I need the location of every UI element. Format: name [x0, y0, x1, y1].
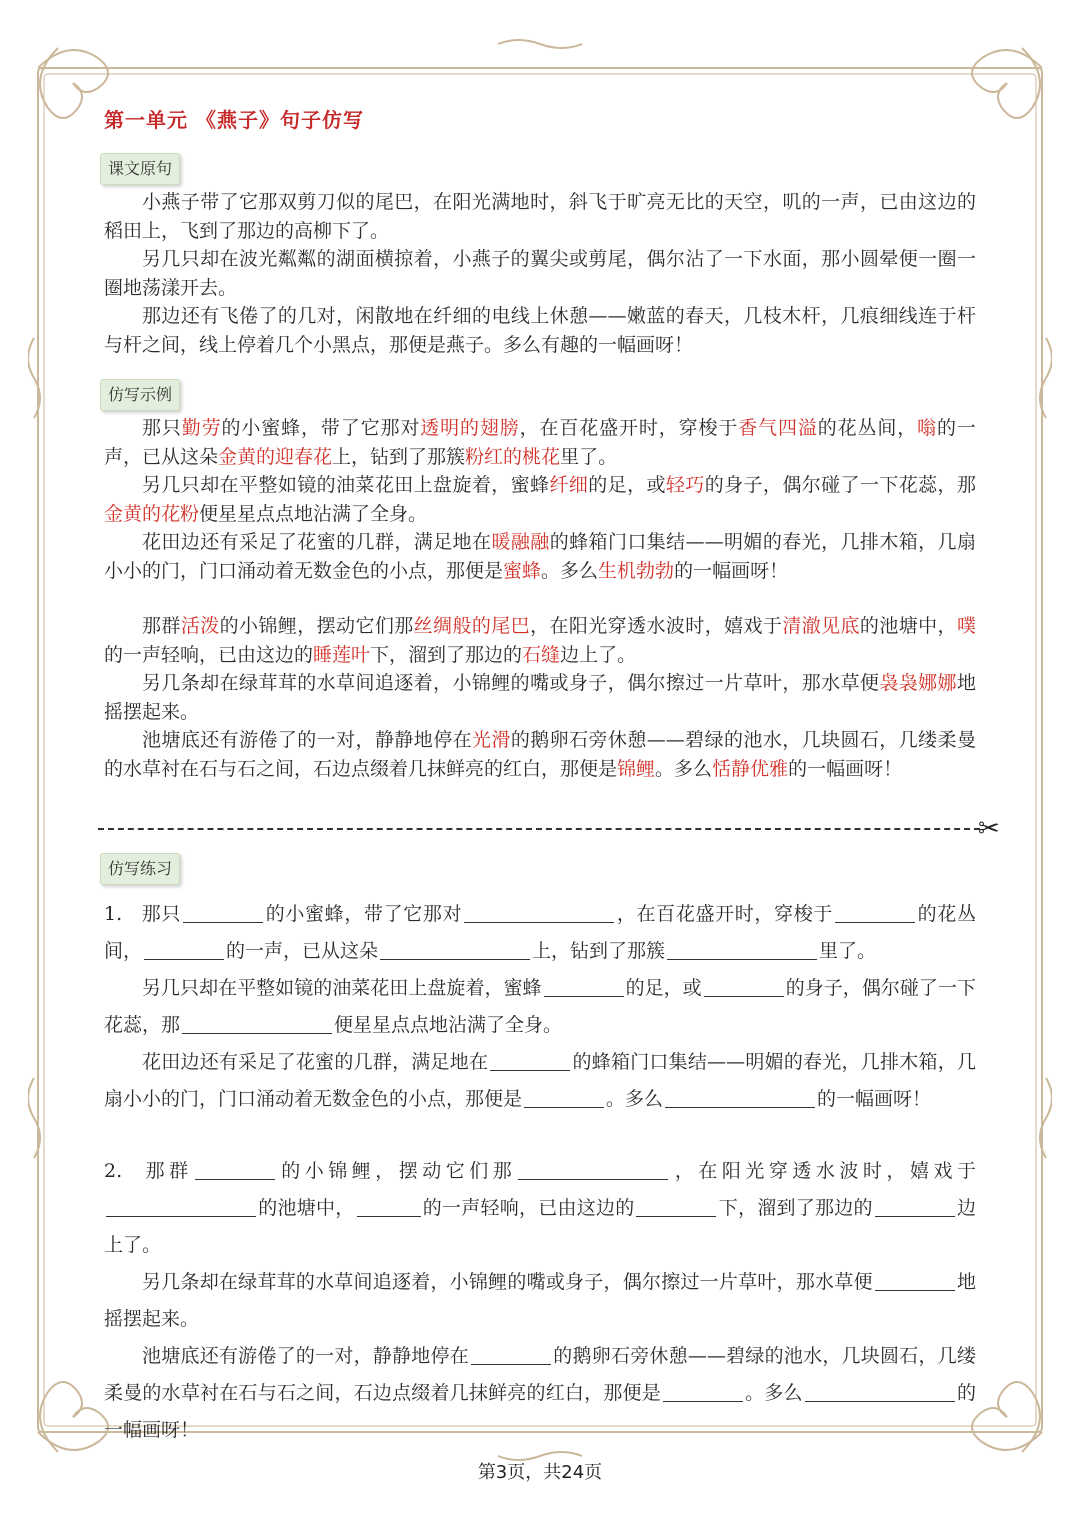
- text-segment: 的小蜜蜂，带了它那对: [221, 417, 421, 439]
- fill-blank[interactable]: [875, 1196, 955, 1217]
- highlight-phrase: 粉红的桃花: [465, 445, 561, 468]
- text-segment: 的一声轻响，已由这边的: [422, 1197, 635, 1219]
- highlight-phrase: 透明的翅膀: [420, 417, 520, 439]
- practice-1: [104, 896, 976, 1118]
- text-segment: 的身子，偶尔碰了一下花蕊，那: [104, 977, 976, 1036]
- text-segment: 下，溜到了那边的: [370, 643, 523, 666]
- practice-paragraph: [104, 1338, 976, 1449]
- highlight-phrase: 蜜蜂: [503, 559, 542, 582]
- text-segment: 池塘底还有游倦了的一对，静静地停在: [142, 1345, 470, 1367]
- text-segment: 的一幅画呀！: [788, 757, 903, 780]
- text-segment: 的身子，偶尔碰了一下花蕊，那: [704, 474, 976, 497]
- text-segment: 的小蜜蜂，带了它那对: [265, 903, 463, 925]
- text-segment: 地摇摆起来。: [104, 1271, 976, 1330]
- original-paragraph: 另几只却在波光粼粼的湖面横掠着，小燕子的翼尖或剪尾，偶尔沾了一下水面，那小圆晕便一圈一圈地荡漾开去。: [104, 248, 976, 299]
- highlight-phrase: 暖融融: [491, 531, 550, 554]
- highlight-phrase: 石缝: [522, 643, 561, 666]
- text-segment: 边上了。: [560, 643, 637, 666]
- text-segment: 。多么: [541, 559, 599, 582]
- section-tag-example: 仿写示例: [100, 379, 180, 411]
- example-text-koi: [104, 612, 976, 784]
- fill-blank[interactable]: [144, 939, 224, 960]
- example-paragraph: [104, 471, 976, 528]
- text-segment: ，在百花盛开时，穿梭于: [616, 903, 834, 925]
- page-title: 第一单元 《燕子》句子仿写: [104, 108, 364, 132]
- text-segment: ，在百花盛开时，穿梭于: [519, 417, 739, 439]
- fill-blank[interactable]: [195, 1159, 275, 1180]
- text-segment: 的小锦鲤，摆动它们那: [219, 615, 414, 637]
- highlight-phrase: 纤细: [549, 474, 589, 497]
- highlight-phrase: 香气四溢: [738, 417, 818, 439]
- fill-blank[interactable]: [183, 902, 263, 923]
- text-segment: 。多么: [744, 1382, 803, 1404]
- text-segment: 的一声，已从这朵: [226, 940, 379, 962]
- highlight-phrase: 锦鲤: [617, 757, 656, 780]
- fill-blank[interactable]: [524, 1087, 604, 1108]
- text-segment: 花田边还有采足了花蜜的几群，满足地在: [142, 531, 492, 554]
- highlight-phrase: 清澈见底: [782, 615, 860, 637]
- item-number: 2.: [104, 1160, 142, 1182]
- text-segment: 那群: [141, 1160, 193, 1182]
- highlight-phrase: 金黄的迎春花: [218, 445, 333, 468]
- text-segment: 上，钻到了那簇: [332, 445, 466, 468]
- text-segment: 的蜂箱门口集结——明媚的春光，几排木箱，几扇小小的门，门口涌动着无数金色的小点，那便是: [104, 1051, 976, 1110]
- text-segment: 那只: [141, 903, 182, 925]
- fill-blank[interactable]: [464, 902, 614, 923]
- text-segment: 的一声，已从这朵: [104, 417, 976, 468]
- fill-blank[interactable]: [182, 1013, 332, 1034]
- fill-blank[interactable]: [490, 1050, 570, 1071]
- text-segment: 的池塘中，: [258, 1197, 355, 1219]
- text-segment: 的一声轻响，已由这边的: [104, 643, 314, 666]
- text-segment: 里了。: [819, 940, 877, 962]
- fill-blank[interactable]: [380, 939, 530, 960]
- text-segment: 的小锦鲤，摆动它们那: [276, 1160, 517, 1182]
- text-segment: 另几条却在绿茸茸的水草间追逐着，小锦鲤的嘴或身子，偶尔擦过一片草叶，那水草便: [142, 1271, 873, 1293]
- cut-line: [98, 828, 980, 830]
- section-tag-original: 课文原句: [100, 153, 180, 185]
- highlight-phrase: 袅袅娜娜: [879, 672, 957, 695]
- text-segment: 的足，或: [625, 977, 702, 999]
- original-paragraph: 小燕子带了它那双剪刀似的尾巴，在阳光满地时，斜飞于旷亮无比的天空，叽的一声，已由这边的稻田上，飞到了那边的高柳下了。: [104, 191, 976, 242]
- fill-blank[interactable]: [663, 1381, 743, 1402]
- practice-paragraph: [104, 896, 976, 970]
- text-segment: 那只: [142, 417, 182, 439]
- text-segment: 的一幅画呀！: [817, 1088, 932, 1110]
- original-paragraph: 那边还有飞倦了的几对，闲散地在纤细的电线上休憩——嫩蓝的春天，几枝木杆，几痕细线连于杆与杆之间，线上停着几个小黑点，那便是燕子。多么有趣的一幅画呀！: [104, 305, 976, 356]
- text-segment: 花田边还有采足了花蜜的几群，满足地在: [142, 1051, 489, 1073]
- scissors-icon: ✂: [978, 814, 1000, 844]
- practice-paragraph: [104, 1044, 976, 1118]
- item-number: 1.: [104, 903, 142, 925]
- highlight-phrase: 嗡: [917, 417, 937, 439]
- practice-2: [104, 1153, 976, 1449]
- fill-blank[interactable]: [544, 976, 624, 997]
- example-paragraph: [104, 612, 976, 669]
- text-segment: 边上了。: [104, 1197, 976, 1256]
- highlight-phrase: 丝绸般的尾巴: [413, 615, 531, 637]
- highlight-phrase: 活泼: [180, 615, 220, 637]
- fill-blank[interactable]: [704, 976, 784, 997]
- fill-blank[interactable]: [667, 939, 817, 960]
- example-paragraph: [104, 528, 976, 585]
- practice-paragraph: [104, 1264, 976, 1338]
- text-segment: 的鹅卵石旁休憩——碧绿的池水，几块圆石，几缕柔曼的水草衬在石与石之间，石边点缀着几抹鲜亮的红白，那便是: [104, 1345, 976, 1404]
- highlight-phrase: 勤劳: [181, 417, 222, 439]
- text-segment: 那群: [142, 615, 181, 637]
- text-segment: 另几条却在绿茸茸的水草间追逐着，小锦鲤的嘴或身子，偶尔擦过一片草叶，那水草便: [142, 672, 880, 695]
- fill-blank[interactable]: [636, 1196, 716, 1217]
- text-segment: 的池塘中，: [859, 615, 957, 637]
- text-segment: 便星星点点地沾满了全身。: [199, 502, 428, 525]
- text-segment: 下，溜到了那边的: [718, 1197, 873, 1219]
- fill-blank[interactable]: [357, 1196, 421, 1217]
- text-segment: ，在阳光穿透水波时，嬉戏于: [530, 615, 783, 637]
- fill-blank[interactable]: [518, 1159, 668, 1180]
- example-paragraph: [104, 414, 976, 471]
- text-segment: 便星星点点地沾满了全身。: [334, 1014, 563, 1036]
- text-segment: 里了。: [560, 445, 618, 468]
- text-segment: ，在阳光穿透水波时，嬉戏于: [670, 1160, 976, 1182]
- fill-blank[interactable]: [875, 1270, 955, 1291]
- highlight-phrase: 金黄的花粉: [104, 502, 200, 525]
- highlight-phrase: 恬静优雅: [712, 757, 789, 780]
- text-segment: 。多么: [606, 1088, 664, 1110]
- highlight-phrase: 睡莲叶: [313, 643, 371, 666]
- fill-blank[interactable]: [106, 1196, 256, 1217]
- text-segment: 另几只却在平整如镜的油菜花田上盘旋着，蜜蜂: [142, 977, 542, 999]
- highlight-phrase: 光滑: [472, 729, 511, 752]
- text-segment: 的蜂箱门口集结——明媚的春光，几排木箱，几扇小小的门，门口涌动着无数金色的小点，那便是: [104, 531, 976, 582]
- example-paragraph: [104, 726, 976, 783]
- original-text: [104, 188, 976, 360]
- example-paragraph: [104, 669, 976, 726]
- section-tag-practice: 仿写练习: [100, 853, 180, 885]
- highlight-phrase: 生机勃勃: [598, 559, 675, 582]
- example-text-bee: [104, 414, 976, 586]
- text-segment: 上，钻到了那簇: [532, 940, 666, 962]
- text-segment: 。多么: [655, 757, 713, 780]
- text-segment: 池塘底还有游倦了的一对，静静地停在: [142, 729, 473, 752]
- text-segment: 的鹅卵石旁休憩——碧绿的池水，几块圆石，几缕柔曼的水草衬在石与石之间，石边点缀着几抹鲜亮的红白，那便是: [104, 729, 976, 780]
- fill-blank[interactable]: [805, 1381, 955, 1402]
- fill-blank[interactable]: [835, 902, 915, 923]
- page-number: 第3页，共24页: [477, 1462, 603, 1483]
- text-segment: 的一幅画呀！: [104, 1382, 976, 1441]
- fill-blank[interactable]: [665, 1087, 815, 1108]
- highlight-phrase: 噗: [956, 615, 976, 637]
- text-segment: 地摇摆起来。: [104, 672, 976, 723]
- text-segment: 的花丛间，: [817, 417, 918, 439]
- text-segment: 的一幅画呀！: [674, 559, 789, 582]
- practice-paragraph: [104, 1153, 976, 1264]
- text-segment: 另几只却在平整如镜的油菜花田上盘旋着，蜜蜂: [142, 474, 550, 497]
- text-segment: 的足，或: [588, 474, 666, 497]
- fill-blank[interactable]: [471, 1344, 551, 1365]
- practice-paragraph: [104, 970, 976, 1044]
- text-segment: 的花丛间，: [104, 903, 976, 962]
- highlight-phrase: 轻巧: [665, 474, 705, 497]
